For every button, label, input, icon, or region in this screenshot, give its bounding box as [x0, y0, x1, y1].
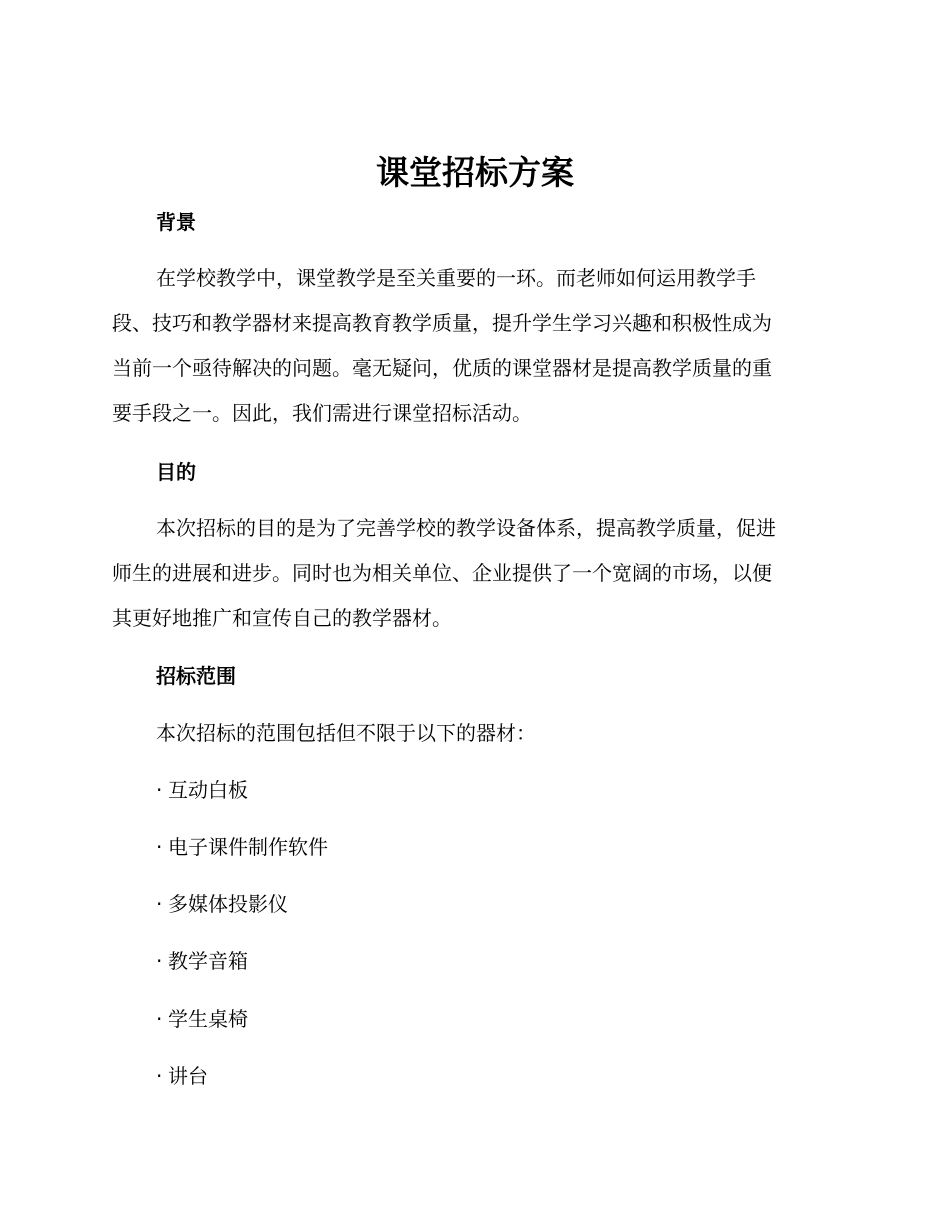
section-heading-background: 背景 [156, 210, 196, 234]
paragraph-line: 段、技巧和教学器材来提高教育教学质量，提升学生学习兴趣和积极性成为 [112, 311, 772, 335]
bullet-marker: · [156, 1064, 163, 1088]
bullet-marker: · [156, 892, 163, 916]
section-heading-purpose: 目的 [156, 460, 196, 484]
list-item [156, 776, 248, 804]
scope-intro: 本次招标的范围包括但不限于以下的器材： [156, 721, 536, 745]
list-item-label: 教学音箱 [168, 949, 248, 973]
list-item [156, 833, 328, 861]
list-item [156, 1062, 208, 1090]
paragraph-purpose [112, 506, 842, 641]
bullet-marker: · [156, 949, 163, 973]
paragraph-background [112, 256, 842, 436]
bullet-marker: · [156, 1007, 163, 1031]
list-item-label: 互动白板 [168, 778, 248, 802]
list-item [156, 947, 248, 975]
paragraph-line: 其更好地推广和宣传自己的教学器材。 [112, 606, 452, 630]
bullet-marker: · [156, 835, 163, 859]
section-heading-scope: 招标范围 [156, 664, 236, 688]
paragraph-line: 在学校教学中，课堂教学是至关重要的一环。而老师如何运用教学手 [156, 266, 756, 290]
list-item-label: 讲台 [168, 1064, 208, 1088]
paragraph-line: 当前一个亟待解决的问题。毫无疑问，优质的课堂器材是提高教学质量的重 [112, 356, 772, 380]
list-item-label: 多媒体投影仪 [168, 892, 288, 916]
document-title: 课堂招标方案 [376, 153, 574, 192]
paragraph-line: 本次招标的目的是为了完善学校的教学设备体系，提高教学质量，促进 [156, 516, 776, 540]
paragraph-line: 师生的进展和进步。同时也为相关单位、企业提供了一个宽阔的市场，以便 [112, 561, 772, 585]
list-item-label: 学生桌椅 [168, 1007, 248, 1031]
paragraph-line: 要手段之一。因此，我们需进行课堂招标活动。 [112, 401, 532, 425]
list-item [156, 1005, 248, 1033]
list-item [156, 890, 288, 918]
list-item-label: 电子课件制作软件 [168, 835, 328, 859]
bullet-marker: · [156, 778, 163, 802]
